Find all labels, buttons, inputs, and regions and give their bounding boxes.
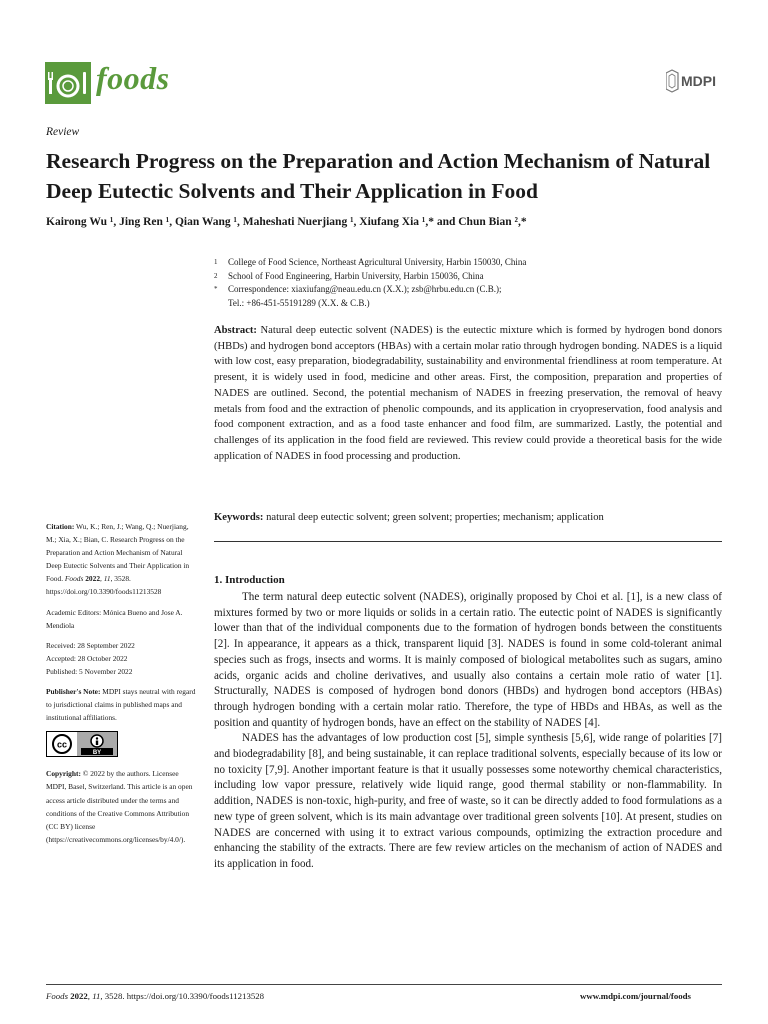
affiliation-text: School of Food Engineering, Harbin University, Harbin 150036, China — [228, 270, 484, 281]
copyright-text: © 2022 by the authors. Licensee MDPI, Basel, Switzerland. This article is an open access article distributed under the terms and conditions of the Creative Commons Attribution (CC BY) license (https://creativecommons.org/licenses/by/4.0/). — [46, 769, 193, 844]
copyright — [46, 767, 198, 846]
citation-volume: , 11 — [100, 574, 111, 584]
correspondence — [214, 283, 526, 297]
author-list: Kairong Wu ¹, Jing Ren ¹, Qian Wang ¹, Maheshati Nuerjiang ¹, Xiufang Xia ¹,* and Chun Bian ²,* — [46, 216, 527, 228]
article-info-sidebar — [46, 520, 198, 853]
footer-doi-link[interactable]: , 3528. https://doi.org/10.3390/foods11213528 — [100, 991, 265, 1001]
cc-by-license-icon[interactable] — [46, 731, 118, 757]
accepted-date: Accepted: 28 October 2022 — [46, 653, 128, 663]
published-date: Published: 5 November 2022 — [46, 666, 133, 676]
publisher-logo-icon — [666, 68, 722, 94]
footer-year: 2022 — [68, 991, 88, 1001]
section-heading: 1. Introduction — [214, 574, 285, 586]
body-text — [214, 590, 722, 873]
publisher-note — [46, 685, 198, 724]
abstract-label: Abstract: — [214, 325, 257, 336]
telephone — [214, 297, 526, 311]
publisher-name: MDPI — [681, 73, 716, 89]
affiliations — [214, 256, 526, 310]
citation-text: Wu, K.; Ren, J.; Wang, Q.; Nuerjiang, M.; Xia, X.; Bian, C. Research Progress on the Preparation and Action Mechanism of Natural Deep Eutectic Solvents and Their Application in Food. — [46, 522, 190, 584]
academic-editors: Academic Editors: Mónica Bueno and Jose A. Mendiola — [46, 607, 183, 630]
abstract-text: Natural deep eutectic solvent (NADES) is the eutectic mixture which is formed by hydrogen bond donors (HBDs) and hydrogen bond acceptors (HBAs) with a certain molar ratio through hydrogen bonding. NADES is a liquid with low cost, easy preparation, biodegradability, sustainability and environmental friendliness at room temperature. At present, it is widely used in food, medicine and other areas. First, the composition, preparation and properties of NADES are outlined. Second, the potential mechanism of NADES in freezing preservation, the removal of heavy metals from food and the extraction of phenolic compounds, and its application in cryopreservation, food analysis and food component extraction, and as a food taste enhancer and food film, are summarized. Lastly, the potential and challenges of its application in the food field are reviewed. This review could provide a theoretical basis for the wide application of NADES in food processing and production. — [214, 325, 722, 462]
citation — [46, 520, 198, 599]
affiliation-mark: 1 — [214, 258, 218, 266]
journal-logo-icon — [45, 62, 91, 104]
telephone-text: Tel.: +86-451-55191289 (X.X. & C.B.) — [228, 297, 370, 308]
keywords — [214, 512, 722, 523]
article-title: Research Progress on the Preparation and Action Mechanism of Natural Deep Eutectic Solvents and Their Application in Food — [46, 149, 711, 203]
svg-text:cc: cc — [56, 739, 68, 750]
journal-name: foods — [96, 60, 170, 96]
correspondence-text[interactable]: Correspondence: xiaxiufang@neau.edu.cn (X.X.); zsb@hrbu.edu.cn (C.B.); — [228, 284, 502, 294]
affiliation-mark — [214, 297, 228, 311]
publisher-note-label: Publisher's Note: — [46, 687, 101, 697]
paragraph: The term natural deep eutectic solvent (NADES), originally proposed by Choi et al. [1], is a new class of mixtures formed by two or more liquids or solids in a certain ratio. The eutectic point of NADES is significantly lower than that of the individual components due to the formation of hydrogen bonds between the constituents [2]. In appearance, it appears as a thick, transparent liquid [3]. NADES is found in some cold-tolerant animal species such as frogs, insects and worms. It is mainly composed of biological metabolites such as sugars, amino acids, organic acids and choline derivatives, and usually also contains a certain mole ratio of water [1]. Structurally, NADES is composed of hydrogen bond donors (HBDs) and hydrogen bond acceptors (HBAs) through hydrogen bonding with a certain molar ratio. Therefore, the type of HBDs and HBAs, as well as the position and quantity of hydrogen bonds, have an effect on the stability of NADES [4]. — [214, 591, 722, 729]
journal-website-link[interactable]: www.mdpi.com/journal/foods — [580, 991, 691, 1001]
citation-year: 2022 — [83, 574, 101, 584]
footer-citation — [46, 991, 264, 1001]
license-badge-text: BY — [92, 750, 102, 757]
footer-divider — [46, 984, 722, 985]
article-type: Review — [46, 126, 80, 138]
copyright-label: Copyright: — [46, 769, 81, 779]
affiliation-mark: * — [214, 285, 218, 293]
paragraph: NADES has the advantages of low production cost [5], simple synthesis [5,6], wide range of polarities [7] and biodegradability [8], and being sustainable, it can replace traditional solvents, especially because of its low or no toxicity [7,9]. Another important feature is that it usually possesses some noteworthy chemical characteristics, including low vapor pressure, relatively wide liquid range, good thermal stability or non-flammability. In addition, NADES is non-toxic, high-purity, and free of waste, so it can be directly added to food formulations as a new type of green solvent, which is its main advantage over traditional green solvents [10]. At present, studies on NADES are concerned with using it to extract various compounds, optimizing the extraction procedure and enhancing the stability of the extracts. There are few review articles on the mechanism of action of NADES and its application in food. — [214, 732, 722, 870]
received-date: Received: 28 September 2022 — [46, 640, 135, 650]
affiliation-1 — [214, 256, 526, 270]
citation-label: Citation: — [46, 522, 75, 531]
keywords-text: natural deep eutectic solvent; green solvent; properties; mechanism; application — [263, 512, 604, 523]
publisher-note-text: MDPI stays neutral with regard to jurisdictional claims in published maps and institutional affiliations. — [46, 687, 196, 723]
citation-journal: Foods — [64, 574, 84, 584]
affiliation-text: College of Food Science, Northeast Agricultural University, Harbin 150030, China — [228, 257, 527, 267]
divider — [214, 541, 722, 542]
abstract — [214, 323, 722, 464]
footer-journal: Foods — [46, 991, 68, 1001]
affiliation-2 — [214, 270, 526, 284]
citation-doi-link[interactable]: , 3528. https://doi.org/10.3390/foods11213528 — [46, 574, 162, 597]
keywords-label: Keywords: — [214, 512, 264, 523]
footer-volume: , 11 — [87, 991, 101, 1001]
affiliation-mark: 2 — [214, 271, 218, 280]
